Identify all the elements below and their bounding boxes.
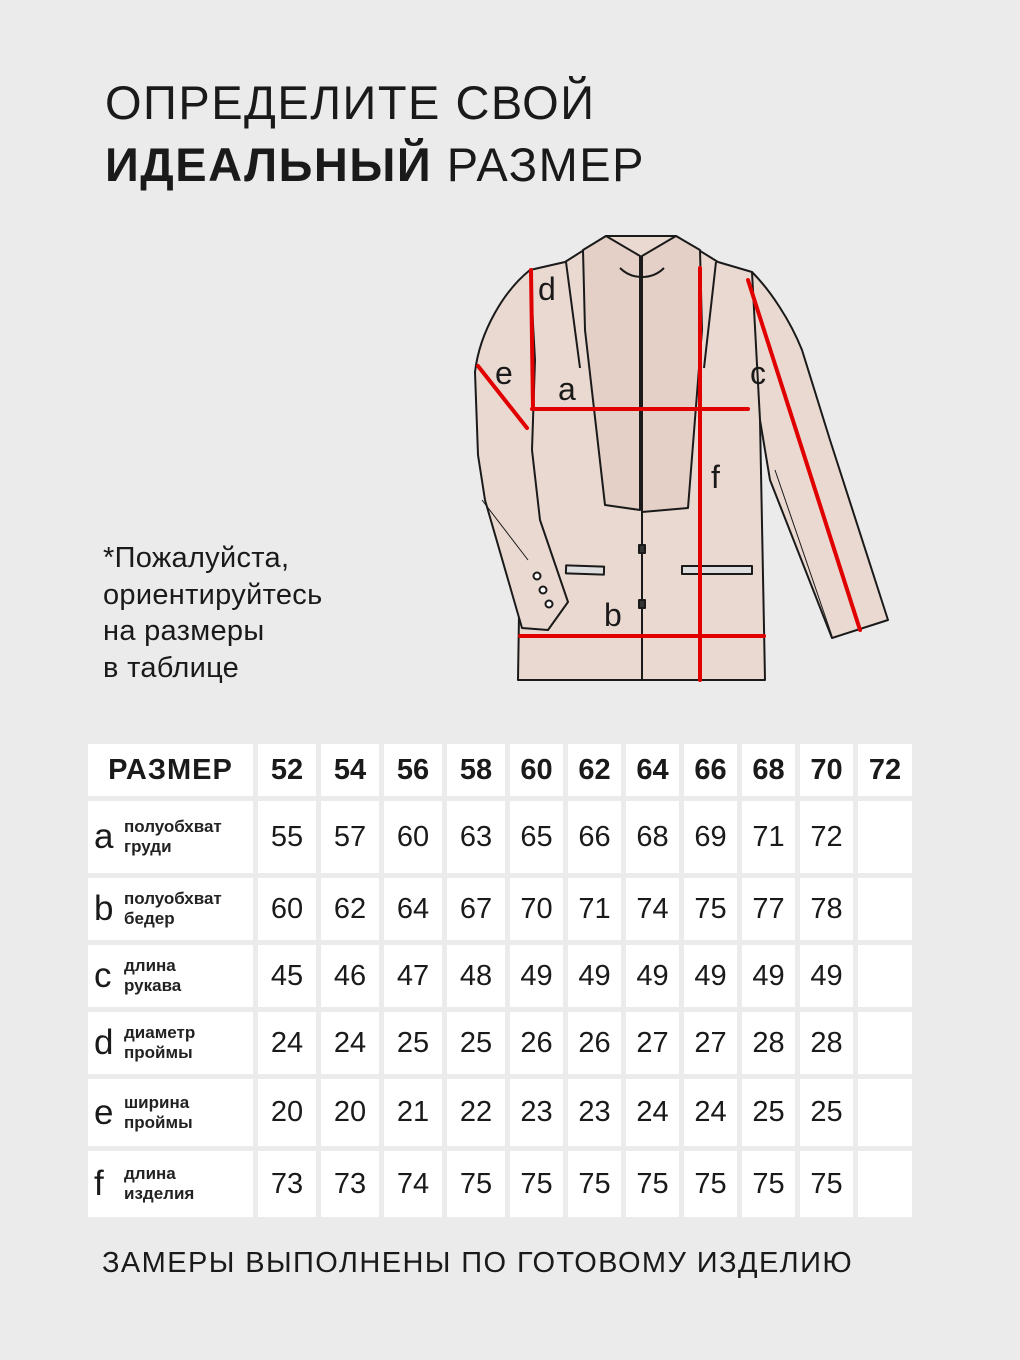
value-cell: 62 [321, 878, 379, 940]
value-cell: 22 [447, 1079, 505, 1146]
row-description: длина изделия [124, 1164, 195, 1203]
value-cell: 47 [384, 945, 442, 1007]
label-b: b [604, 597, 622, 633]
value-cell [858, 1012, 912, 1074]
table-row-f [88, 1151, 915, 1217]
value-cell: 45 [258, 945, 316, 1007]
value-cell: 27 [684, 1012, 737, 1074]
row-letter: e [94, 1092, 114, 1132]
table-row-d [88, 1012, 915, 1074]
value-cell: 73 [321, 1151, 379, 1217]
size-cell: 56 [384, 744, 442, 796]
row-label [88, 1079, 253, 1146]
value-cell: 66 [568, 801, 621, 873]
value-cell: 28 [800, 1012, 853, 1074]
value-cell: 20 [321, 1079, 379, 1146]
value-cell: 75 [510, 1151, 563, 1217]
label-f: f [711, 459, 720, 495]
value-cell: 75 [684, 1151, 737, 1217]
value-cell: 72 [800, 801, 853, 873]
value-cell: 75 [800, 1151, 853, 1217]
row-description: полуобхват груди [124, 817, 222, 856]
value-cell: 55 [258, 801, 316, 873]
value-cell: 28 [742, 1012, 795, 1074]
value-cell: 71 [742, 801, 795, 873]
label-d: d [538, 271, 556, 307]
value-cell: 49 [742, 945, 795, 1007]
value-cell: 25 [447, 1012, 505, 1074]
row-label [88, 945, 253, 1007]
value-cell: 27 [626, 1012, 679, 1074]
value-cell: 75 [742, 1151, 795, 1217]
row-letter: d [94, 1023, 114, 1062]
row-label [88, 1012, 253, 1074]
value-cell: 49 [626, 945, 679, 1007]
size-cell: 64 [626, 744, 679, 796]
title-regular-word: РАЗМЕР [446, 138, 645, 191]
size-cell: 72 [858, 744, 912, 796]
value-cell: 24 [258, 1012, 316, 1074]
value-cell: 75 [447, 1151, 505, 1217]
value-cell: 75 [568, 1151, 621, 1217]
row-label [88, 1151, 253, 1217]
value-cell: 24 [684, 1079, 737, 1146]
size-cell: 70 [800, 744, 853, 796]
size-header-row [88, 744, 915, 796]
title-line-2 [105, 134, 645, 196]
value-cell [858, 945, 912, 1007]
value-cell [858, 1079, 912, 1146]
value-cell: 26 [568, 1012, 621, 1074]
size-header-label: РАЗМЕР [88, 744, 253, 796]
table-row-e [88, 1079, 915, 1146]
size-cell: 62 [568, 744, 621, 796]
measure-line-d [531, 270, 533, 409]
label-a: a [558, 371, 576, 407]
size-cell: 68 [742, 744, 795, 796]
note-line-2: ориентируйтесь [103, 578, 323, 611]
value-cell: 68 [626, 801, 679, 873]
size-table [88, 744, 915, 1217]
title-line-1: ОПРЕДЕЛИТЕ СВОЙ [105, 76, 596, 129]
value-cell: 69 [684, 801, 737, 873]
value-cell: 23 [510, 1079, 563, 1146]
value-cell: 63 [447, 801, 505, 873]
size-note [103, 540, 322, 686]
value-cell: 24 [321, 1012, 379, 1074]
value-cell [858, 1151, 912, 1217]
jacket-measurement-diagram [460, 225, 900, 695]
label-e: e [495, 355, 513, 391]
table-row-b [88, 878, 915, 940]
value-cell [858, 801, 912, 873]
value-cell: 70 [510, 878, 563, 940]
row-description: длина рукава [124, 956, 182, 995]
page-title [105, 72, 645, 196]
value-cell: 49 [568, 945, 621, 1007]
note-line-3: на размеры [103, 615, 265, 647]
table-row-c [88, 945, 915, 1007]
label-c: c [750, 355, 766, 391]
value-cell: 78 [800, 878, 853, 940]
value-cell: 60 [258, 878, 316, 940]
row-label [88, 801, 253, 873]
value-cell: 49 [800, 945, 853, 1007]
value-cell: 24 [626, 1079, 679, 1146]
value-cell: 21 [384, 1079, 442, 1146]
size-cell: 60 [510, 744, 563, 796]
size-cell: 54 [321, 744, 379, 796]
row-description: ширина проймы [124, 1092, 193, 1132]
value-cell: 64 [384, 878, 442, 940]
value-cell: 49 [684, 945, 737, 1007]
value-cell: 60 [384, 801, 442, 873]
row-letter: c [94, 956, 112, 995]
value-cell: 25 [742, 1079, 795, 1146]
size-cell: 52 [258, 744, 316, 796]
value-cell: 49 [510, 945, 563, 1007]
value-cell: 46 [321, 945, 379, 1007]
value-cell: 73 [258, 1151, 316, 1217]
row-letter: a [94, 817, 114, 856]
row-letter: b [94, 889, 114, 928]
value-cell: 75 [684, 878, 737, 940]
row-description: диаметр проймы [124, 1023, 196, 1062]
value-cell: 67 [447, 878, 505, 940]
title-bold-word: ИДЕАЛЬНЫЙ [105, 138, 433, 191]
value-cell: 75 [626, 1151, 679, 1217]
value-cell: 74 [626, 878, 679, 940]
size-cell: 66 [684, 744, 737, 796]
table-row-a [88, 801, 915, 873]
value-cell: 25 [800, 1079, 853, 1146]
footer-note: ЗАМЕРЫ ВЫПОЛНЕНЫ ПО ГОТОВОМУ ИЗДЕЛИЮ [102, 1247, 854, 1279]
value-cell: 20 [258, 1079, 316, 1146]
value-cell: 71 [568, 878, 621, 940]
row-description: полуобхват бедер [124, 889, 222, 928]
value-cell: 57 [321, 801, 379, 873]
value-cell: 77 [742, 878, 795, 940]
note-line-4: в таблице [103, 651, 240, 684]
value-cell: 25 [384, 1012, 442, 1074]
jacket-illustration [475, 236, 888, 680]
value-cell: 26 [510, 1012, 563, 1074]
value-cell: 23 [568, 1079, 621, 1146]
value-cell: 74 [384, 1151, 442, 1217]
note-line-1: *Пожалуйста, [103, 542, 290, 574]
row-label [88, 878, 253, 940]
value-cell: 48 [447, 945, 505, 1007]
value-cell [858, 878, 912, 940]
measure-line-c [748, 280, 860, 630]
row-letter: f [94, 1164, 104, 1203]
value-cell: 65 [510, 801, 563, 873]
size-cell: 58 [447, 744, 505, 796]
